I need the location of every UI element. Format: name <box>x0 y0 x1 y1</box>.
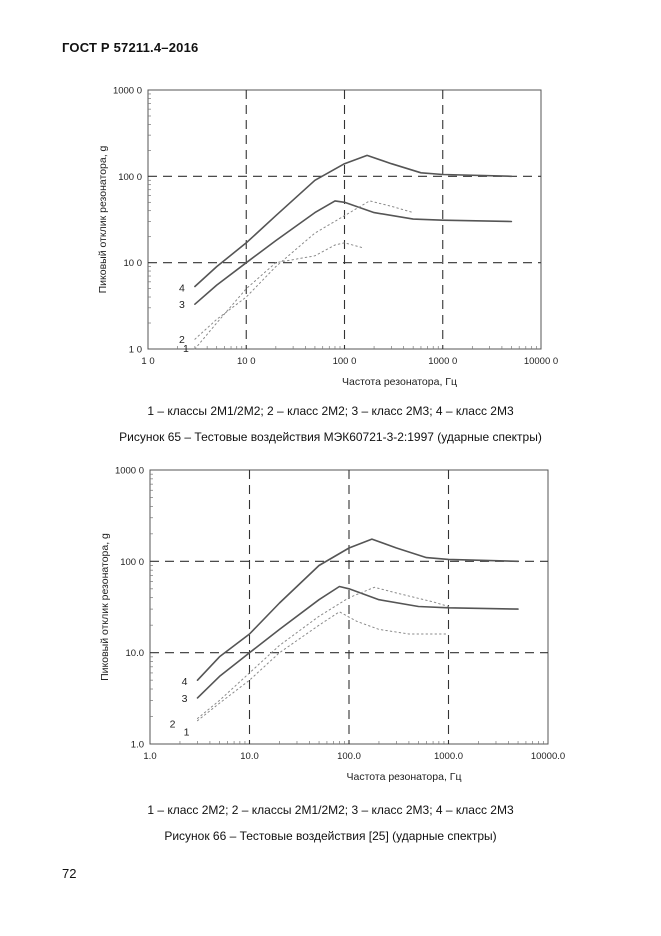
y-tick-label: 1 0 <box>128 344 142 356</box>
x-tick-label: 10.0 <box>240 751 259 762</box>
document-header: ГОСТ Р 57211.4–2016 <box>62 40 199 55</box>
series-label-1: 1 <box>183 726 190 739</box>
y-tick-label: 100 0 <box>118 171 142 183</box>
x-axis-label: Частота резонатора, Гц <box>346 771 462 783</box>
y-tick-label: 1000 0 <box>114 465 144 477</box>
figure-66-legend: 1 – класс 2М2; 2 – классы 2М1/2М2; 3 – класс 2М3; 4 – класс 2М3 <box>147 803 514 817</box>
series-label-4: 4 <box>181 676 188 689</box>
x-tick-label: 10000.0 <box>530 751 566 762</box>
x-tick-label: 10 0 <box>237 356 256 367</box>
x-tick-label: 100 0 <box>332 356 357 367</box>
y-axis-label: Пиковый отклик резонатора, g <box>97 145 109 294</box>
y-tick-label: 1000 0 <box>112 85 142 97</box>
figure-65-legend: 1 – классы 2М1/2М2; 2 – класс 2М2; 3 – класс 2М3; 4 – класс 2М3 <box>147 404 514 418</box>
x-tick-label: 1 0 <box>141 356 155 367</box>
series-label-3: 3 <box>181 692 188 705</box>
series-line-1 <box>195 243 362 349</box>
y-tick-label: 1.0 <box>130 739 144 751</box>
x-tick-label: 100.0 <box>337 751 361 762</box>
figure-65-caption: Рисунок 65 – Тестовые воздействия МЭК60721-3-2:1997 (ударные спектры) <box>119 430 542 444</box>
series-line-2 <box>195 201 413 339</box>
x-tick-label: 1.0 <box>143 751 157 762</box>
y-tick-label: 10.0 <box>125 648 144 660</box>
y-tick-label: 100 0 <box>120 556 144 568</box>
page-number: 72 <box>62 866 77 881</box>
x-tick-label: 10000 0 <box>523 356 559 367</box>
series-line-3 <box>195 201 512 304</box>
x-tick-label: 1000 0 <box>428 356 458 367</box>
series-label-2: 2 <box>179 334 185 347</box>
x-axis-label: Частота резонатора, Гц <box>342 376 457 388</box>
series-label-1: 1 <box>183 343 189 355</box>
series-label-2: 2 <box>169 718 176 731</box>
x-tick-label: 1000.0 <box>433 751 464 762</box>
series-label-3: 3 <box>179 299 185 312</box>
series-label-4: 4 <box>179 282 185 295</box>
y-axis-label: Пиковый отклик резонатора, g <box>99 533 111 681</box>
y-tick-label: 10 0 <box>123 258 142 270</box>
figure-66-caption: Рисунок 66 – Тестовые воздействия [25] (ударные спектры) <box>164 829 497 843</box>
